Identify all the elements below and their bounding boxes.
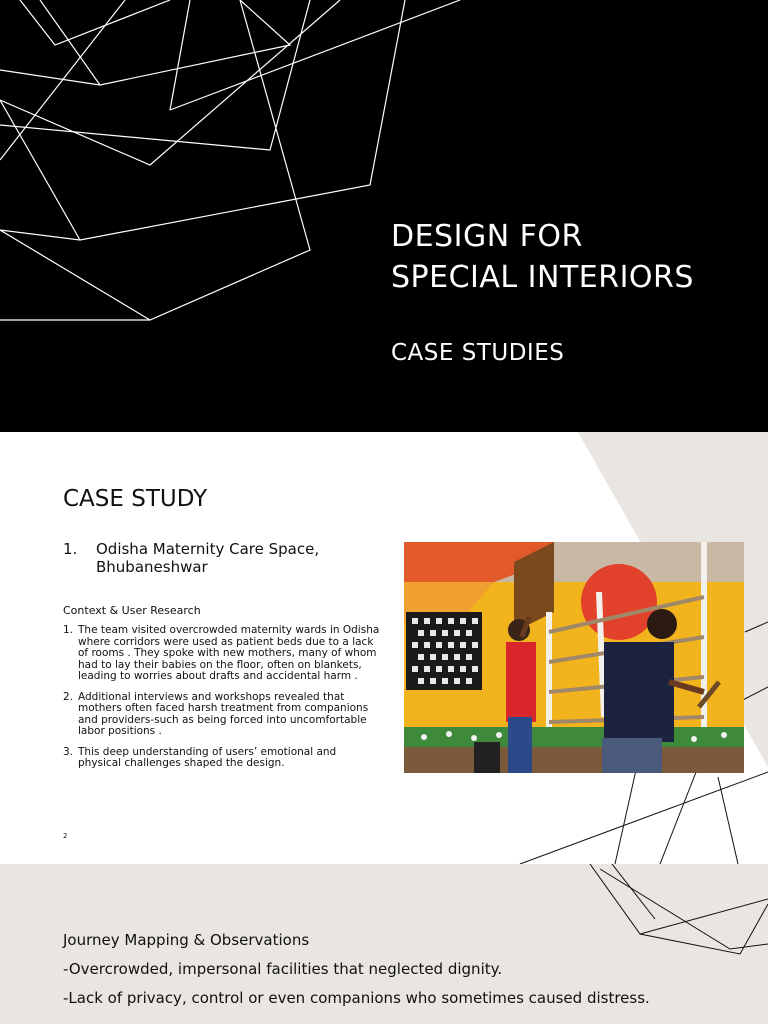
title-line-2: SPECIAL INTERIORS	[391, 260, 694, 295]
list-item	[63, 747, 381, 770]
photo-illustration	[404, 542, 744, 773]
research-points-list	[63, 625, 381, 779]
point-text: The team visited overcrowded maternity wards in Odisha where corridors were used as patient beds due to a lack of rooms . They spoke with new mothers, many of whom had to lay their babies on the floor, often on blankets, leading to worries about drafts and accidental harm .	[78, 624, 380, 682]
journey-mapping-slide	[0, 864, 768, 1024]
case-item-title	[96, 540, 386, 576]
context-research-label: Context & User Research	[63, 604, 201, 617]
point-number: 2.	[63, 690, 74, 703]
case-item-number: 1.	[63, 540, 78, 558]
point-number: 1.	[63, 624, 74, 636]
point-number: 3.	[63, 745, 74, 758]
title-line-1: DESIGN FOR	[391, 219, 583, 254]
case-item-title-line-2: Bhubaneshwar	[96, 558, 208, 576]
list-item	[63, 692, 381, 738]
title-slide	[0, 0, 768, 432]
case-study-slide	[0, 432, 768, 864]
point-text: This deep understanding of users’ emotional and physical challenges shaped the design.	[78, 745, 337, 769]
point-text: Additional interviews and workshops revealed that mothers often faced harsh treatment from companions and providers-such as being forced into uncomfortable labor positions .	[78, 690, 369, 737]
page-number: 2	[63, 832, 68, 840]
list-item	[63, 625, 381, 683]
case-study-heading: CASE STUDY	[63, 486, 208, 512]
case-item-title-line-1: Odisha Maternity Care Space,	[96, 540, 320, 558]
journey-mapping-heading: Journey Mapping & Observations	[63, 931, 310, 949]
observation-item: -Lack of privacy, control or even companions who sometimes caused distress.	[63, 989, 650, 1007]
presentation-title	[391, 216, 694, 298]
presentation-subtitle: CASE STUDIES	[391, 340, 565, 366]
case-study-photo	[404, 542, 744, 773]
observation-item: -Overcrowded, impersonal facilities that neglected dignity.	[63, 960, 503, 978]
